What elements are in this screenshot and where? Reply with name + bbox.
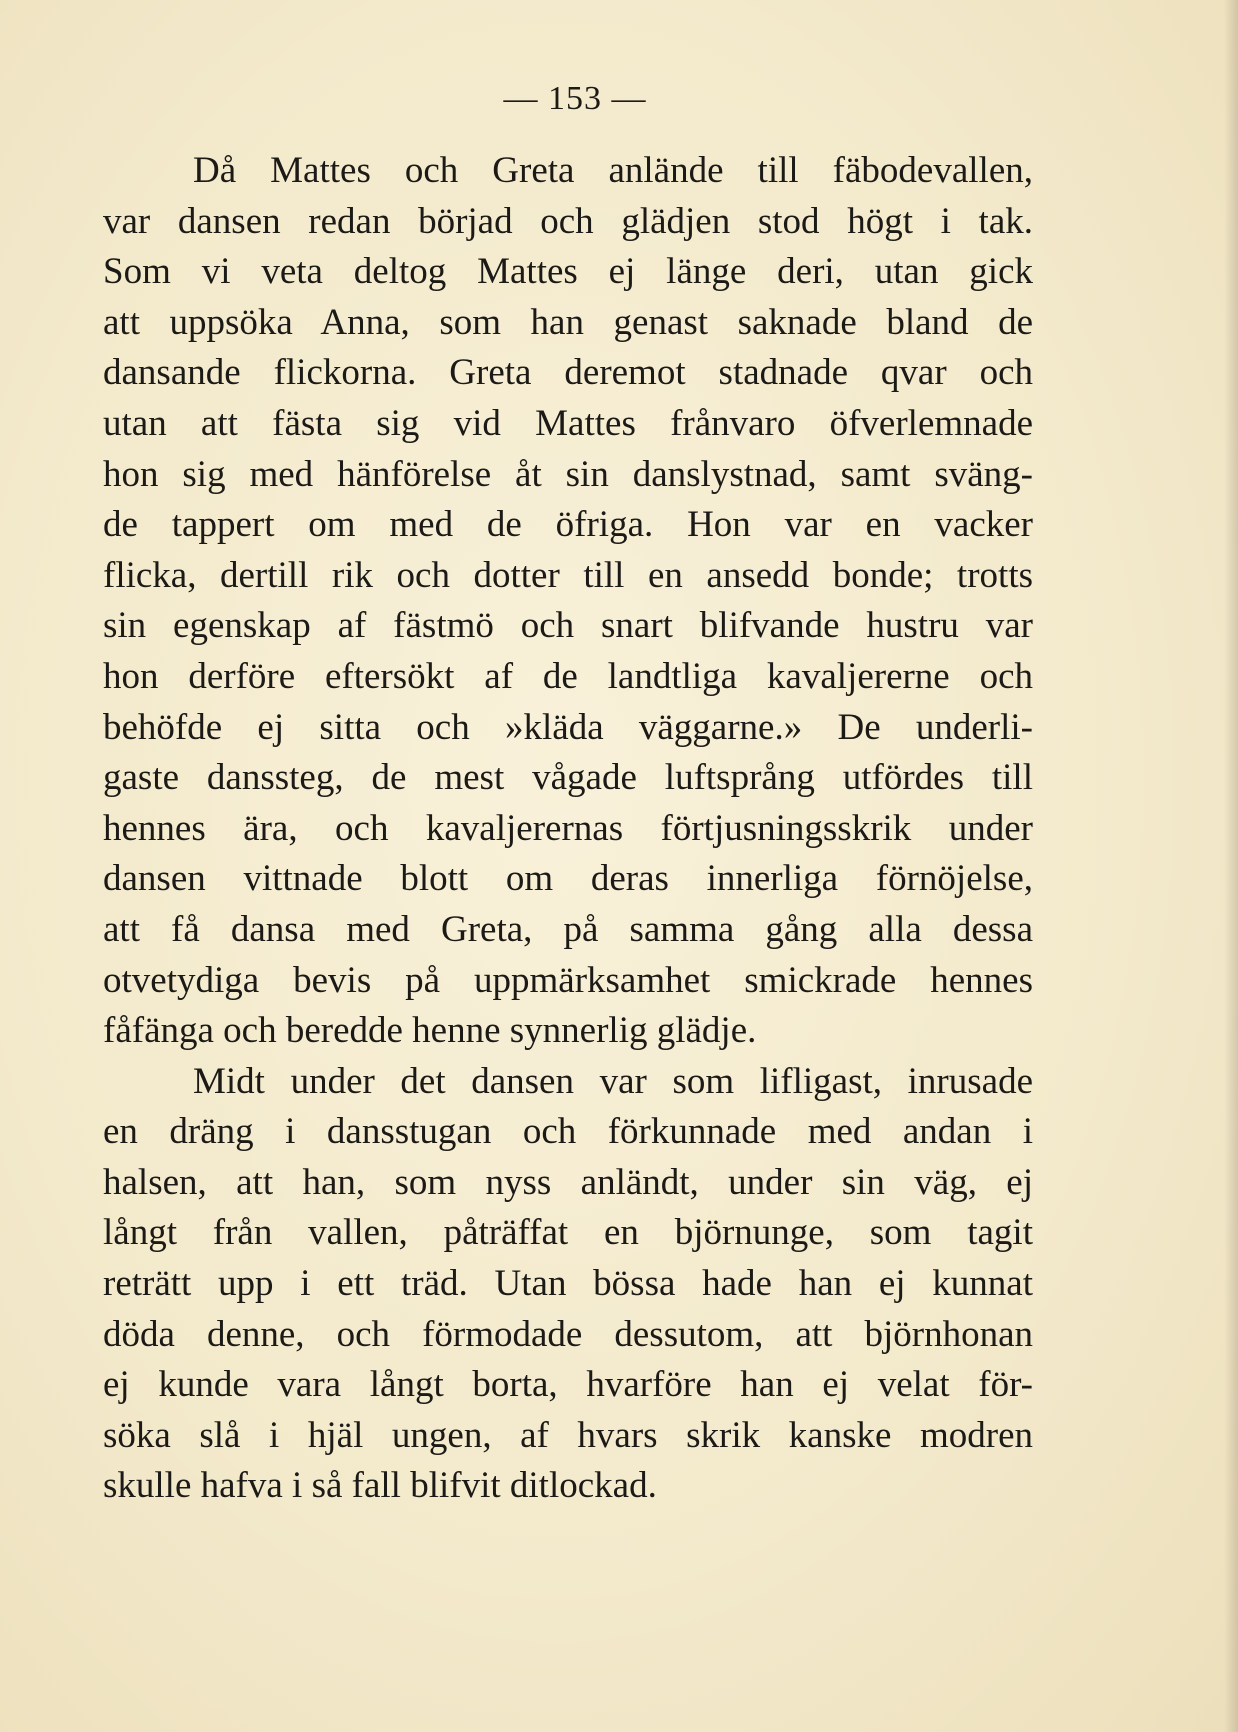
text-line: otvetydiga bevis på uppmärksamhet smickrade hennes xyxy=(103,959,1033,1001)
text-line: fåfänga och beredde henne synnerlig glädje. xyxy=(103,1010,757,1052)
text-line: dansande flickorna. Greta deremot stadnade qvar och xyxy=(103,352,1033,394)
text-line: hennes ära, och kavaljerernas förtjusningsskrik under xyxy=(103,807,1033,849)
text-line: Som vi veta deltog Mattes ej länge deri, utan gick xyxy=(103,251,1033,293)
page-edge-shadow xyxy=(1224,0,1238,1732)
text-line: söka slå i hjäl ungen, af hvars skrik kanske modren xyxy=(103,1414,1033,1456)
body-text xyxy=(103,146,1033,1512)
text-line: var dansen redan börjad och glädjen stod högt i tak. xyxy=(103,200,1033,242)
text-line: att uppsöka Anna, som han genast saknade bland de xyxy=(103,301,1033,343)
text-line: flicka, dertill rik och dotter till en ansedd bonde; trotts xyxy=(103,554,1033,596)
text-line: hon derföre eftersökt af de landtliga kavaljererne och xyxy=(103,655,1033,697)
text-line: hon sig med hänförelse åt sin danslystnad, samt sväng- xyxy=(103,453,1033,495)
text-line: långt från vallen, påträffat en björnunge, som tagit xyxy=(103,1212,1033,1254)
text-line: gaste danssteg, de mest vågade luftsprång utfördes till xyxy=(103,757,1033,799)
text-line: att få dansa med Greta, på samma gång alla dessa xyxy=(103,908,1033,950)
text-line: Då Mattes och Greta anlände till fäbodevallen, xyxy=(193,150,1033,191)
text-line: de tappert om med de öfriga. Hon var en vacker xyxy=(103,504,1033,546)
text-line: ej kunde vara långt borta, hvarföre han ej velat för- xyxy=(103,1364,1033,1406)
page-number: — 153 — xyxy=(503,80,647,117)
text-line: reträtt upp i ett träd. Utan bössa hade han ej kunnat xyxy=(103,1263,1033,1305)
text-line: halsen, att han, som nyss anländt, under sin väg, ej xyxy=(103,1161,1033,1203)
text-line: dansen vittnade blott om deras innerliga förnöjelse, xyxy=(103,858,1033,900)
text-line: sin egenskap af fästmö och snart blifvande hustru var xyxy=(103,605,1033,647)
text-line: behöfde ej sitta och »kläda väggarne.» De underli- xyxy=(103,706,1033,748)
text-line: en dräng i dansstugan och förkunnade med andan i xyxy=(103,1111,1033,1153)
text-line: döda denne, och förmodade dessutom, att björnhonan xyxy=(103,1313,1033,1355)
text-line: skulle hafva i så fall blifvit ditlockad. xyxy=(103,1465,657,1507)
text-line: utan att fästa sig vid Mattes frånvaro öfverlemnade xyxy=(103,402,1033,444)
text-line: Midt under det dansen var som lifligast, inrusade xyxy=(193,1060,1033,1102)
